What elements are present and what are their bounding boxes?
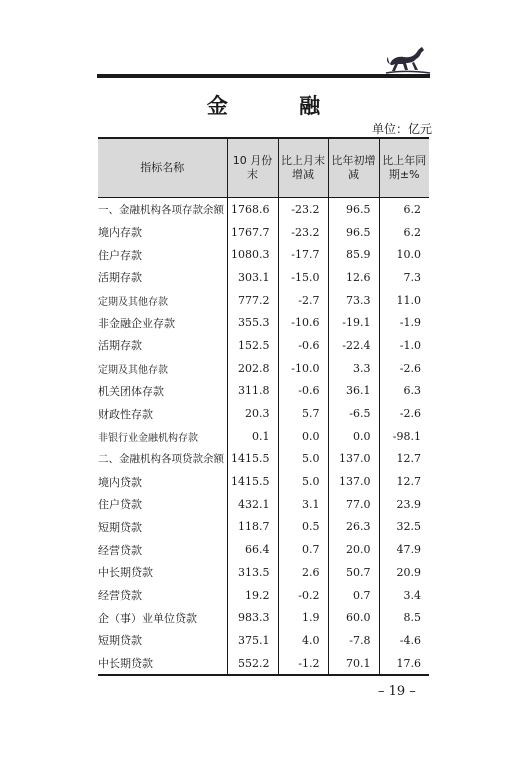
row-label: 机关团体存款 xyxy=(98,384,164,398)
cell-end-of-month: 432.1 xyxy=(227,493,278,516)
cell-end-of-month: 777.2 xyxy=(227,289,278,312)
cell-end-of-month: 0.1 xyxy=(227,425,278,448)
cell-ytd-change: 3.3 xyxy=(328,357,379,380)
row-label: 住户存款 xyxy=(98,248,142,262)
table-row xyxy=(98,561,429,584)
cell-ytd-change: 137.0 xyxy=(328,470,379,493)
table-row xyxy=(98,606,429,629)
table-row xyxy=(98,538,429,561)
table-row xyxy=(98,402,429,425)
cell-mom-change: 0.7 xyxy=(278,538,328,561)
row-label: 企（事）业单位贷款 xyxy=(98,611,197,625)
cell-mom-change: 1.9 xyxy=(278,606,328,629)
cell-yoy-pct: 8.5 xyxy=(379,606,429,629)
cell-yoy-pct: -98.1 xyxy=(379,425,429,448)
col-header-mom-change: 比上月末增减 xyxy=(278,138,328,198)
cell-end-of-month: 1768.6 xyxy=(227,198,278,221)
table-row xyxy=(98,493,429,516)
cell-end-of-month: 1080.3 xyxy=(227,243,278,266)
cell-mom-change: 4.0 xyxy=(278,629,328,652)
cell-mom-change: 3.1 xyxy=(278,493,328,516)
row-label: 定期及其他存款 xyxy=(98,296,168,308)
row-label: 非银行业金融机构存款 xyxy=(98,432,198,444)
table-row xyxy=(98,334,429,357)
cell-ytd-change: 70.1 xyxy=(328,652,379,676)
row-label: 短期贷款 xyxy=(98,634,142,648)
col-header-indicator: 指标名称 xyxy=(98,138,227,198)
page-title: 金 融 xyxy=(206,94,353,118)
cell-ytd-change: 96.5 xyxy=(328,198,379,221)
cell-mom-change: 5.7 xyxy=(278,402,328,425)
running-horse-icon xyxy=(384,44,432,76)
col-header-yoy-pct: 比上年同期±% xyxy=(379,138,429,198)
cell-yoy-pct: -2.6 xyxy=(379,357,429,380)
cell-yoy-pct: 32.5 xyxy=(379,516,429,539)
cell-yoy-pct: 47.9 xyxy=(379,538,429,561)
cell-yoy-pct: 17.6 xyxy=(379,652,429,676)
cell-mom-change: -0.6 xyxy=(278,334,328,357)
cell-yoy-pct: -1.9 xyxy=(379,311,429,334)
cell-yoy-pct: 10.0 xyxy=(379,243,429,266)
cell-yoy-pct: 6.3 xyxy=(379,380,429,403)
cell-ytd-change: 12.6 xyxy=(328,266,379,289)
cell-ytd-change: 26.3 xyxy=(328,516,379,539)
cell-end-of-month: 552.2 xyxy=(227,652,278,676)
cell-mom-change: 0.5 xyxy=(278,516,328,539)
cell-yoy-pct: 23.9 xyxy=(379,493,429,516)
cell-mom-change: -23.2 xyxy=(278,198,328,221)
row-label: 活期存款 xyxy=(98,271,142,285)
cell-mom-change: 2.6 xyxy=(278,561,328,584)
cell-ytd-change: 50.7 xyxy=(328,561,379,584)
col-header-ytd-change: 比年初增减 xyxy=(328,138,379,198)
cell-ytd-change: 85.9 xyxy=(328,243,379,266)
row-label: 住户贷款 xyxy=(98,498,142,512)
cell-end-of-month: 19.2 xyxy=(227,584,278,607)
cell-mom-change: -0.2 xyxy=(278,584,328,607)
cell-end-of-month: 202.8 xyxy=(227,357,278,380)
table-row xyxy=(98,289,429,312)
cell-mom-change: 5.0 xyxy=(278,448,328,471)
cell-end-of-month: 1767.7 xyxy=(227,221,278,244)
cell-ytd-change: -19.1 xyxy=(328,311,379,334)
table-row xyxy=(98,357,429,380)
cell-ytd-change: 137.0 xyxy=(328,448,379,471)
cell-end-of-month: 66.4 xyxy=(227,538,278,561)
row-label: 财政性存款 xyxy=(98,407,153,421)
table-row xyxy=(98,516,429,539)
cell-ytd-change: 60.0 xyxy=(328,606,379,629)
col-header-end-of-month: 10 月份末 xyxy=(227,138,278,198)
cell-yoy-pct: 20.9 xyxy=(379,561,429,584)
row-label: 境内贷款 xyxy=(98,475,142,489)
cell-ytd-change: -22.4 xyxy=(328,334,379,357)
table-row xyxy=(98,584,429,607)
table-row xyxy=(98,221,429,244)
cell-ytd-change: -6.5 xyxy=(328,402,379,425)
cell-mom-change: -1.2 xyxy=(278,652,328,676)
cell-yoy-pct: -4.6 xyxy=(379,629,429,652)
page-number: – 19 – xyxy=(378,684,416,699)
table-row xyxy=(98,243,429,266)
cell-ytd-change: 77.0 xyxy=(328,493,379,516)
row-label: 经营贷款 xyxy=(98,543,142,557)
cell-ytd-change: 0.7 xyxy=(328,584,379,607)
row-label: 中长期贷款 xyxy=(98,652,227,676)
cell-end-of-month: 355.3 xyxy=(227,311,278,334)
cell-end-of-month: 152.5 xyxy=(227,334,278,357)
cell-end-of-month: 1415.5 xyxy=(227,448,278,471)
cell-mom-change: -23.2 xyxy=(278,221,328,244)
cell-end-of-month: 1415.5 xyxy=(227,470,278,493)
table-row xyxy=(98,380,429,403)
row-label: 活期存款 xyxy=(98,339,142,353)
cell-yoy-pct: 12.7 xyxy=(379,448,429,471)
table-header-row xyxy=(98,138,429,198)
cell-mom-change: 0.0 xyxy=(278,425,328,448)
cell-end-of-month: 375.1 xyxy=(227,629,278,652)
cell-yoy-pct: -1.0 xyxy=(379,334,429,357)
cell-ytd-change: 36.1 xyxy=(328,380,379,403)
row-label: 境内存款 xyxy=(98,226,142,240)
cell-yoy-pct: 3.4 xyxy=(379,584,429,607)
cell-ytd-change: 0.0 xyxy=(328,425,379,448)
row-label: 一、金融机构各项存款余额 xyxy=(98,203,224,216)
finance-table xyxy=(98,137,429,676)
unit-label: 单位：亿元 xyxy=(371,122,432,136)
cell-ytd-change: 96.5 xyxy=(328,221,379,244)
table-row xyxy=(98,652,429,676)
cell-mom-change: -0.6 xyxy=(278,380,328,403)
table-row xyxy=(98,311,429,334)
cell-end-of-month: 313.5 xyxy=(227,561,278,584)
table-row xyxy=(98,448,429,471)
cell-yoy-pct: 6.2 xyxy=(379,198,429,221)
cell-end-of-month: 20.3 xyxy=(227,402,278,425)
table-row xyxy=(98,198,429,221)
cell-yoy-pct: 6.2 xyxy=(379,221,429,244)
cell-end-of-month: 118.7 xyxy=(227,516,278,539)
row-label: 二、金融机构各项贷款余额 xyxy=(98,453,224,466)
header-rule xyxy=(97,74,430,78)
cell-ytd-change: -7.8 xyxy=(328,629,379,652)
table-row xyxy=(98,470,429,493)
table-row xyxy=(98,629,429,652)
cell-ytd-change: 73.3 xyxy=(328,289,379,312)
cell-end-of-month: 983.3 xyxy=(227,606,278,629)
cell-mom-change: -10.6 xyxy=(278,311,328,334)
cell-mom-change: -2.7 xyxy=(278,289,328,312)
table-row xyxy=(98,425,429,448)
cell-yoy-pct: 12.7 xyxy=(379,470,429,493)
cell-yoy-pct: -2.6 xyxy=(379,402,429,425)
cell-mom-change: -10.0 xyxy=(278,357,328,380)
cell-mom-change: -15.0 xyxy=(278,266,328,289)
row-label: 定期及其他存款 xyxy=(98,364,168,376)
cell-yoy-pct: 11.0 xyxy=(379,289,429,312)
cell-mom-change: -17.7 xyxy=(278,243,328,266)
cell-end-of-month: 311.8 xyxy=(227,380,278,403)
table-row xyxy=(98,266,429,289)
row-label: 非金融企业存款 xyxy=(98,316,175,330)
row-label: 经营贷款 xyxy=(98,589,142,603)
row-label: 短期贷款 xyxy=(98,520,142,534)
cell-ytd-change: 20.0 xyxy=(328,538,379,561)
row-label: 中长期贷款 xyxy=(98,566,153,580)
cell-mom-change: 5.0 xyxy=(278,470,328,493)
cell-yoy-pct: 7.3 xyxy=(379,266,429,289)
cell-end-of-month: 303.1 xyxy=(227,266,278,289)
